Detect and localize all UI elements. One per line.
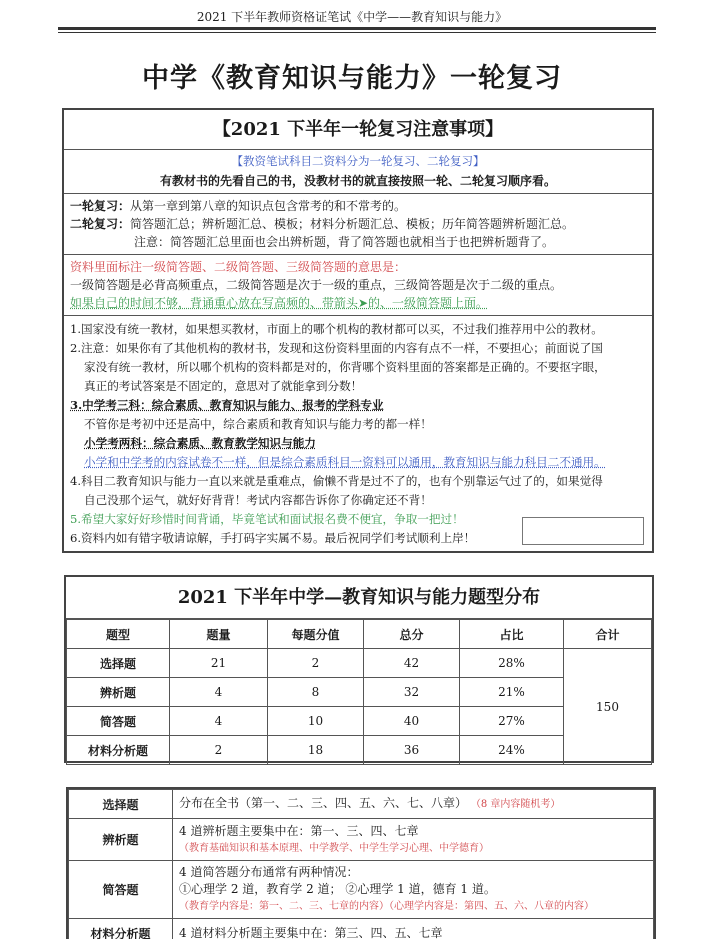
notice-subtitle: 【教资笔试科目二资料分为一轮复习、二轮复习】 [231,154,485,168]
topic-box [66,787,656,939]
round2-note: 注意：简答题汇总里面也会出辨析题，背了简答题也就相当于也把辨析题背了。 [134,235,555,249]
choice-note: （8 章内容随机考） [470,799,561,810]
table-row [69,790,654,819]
topic-content [173,819,654,861]
topic-label: 简答题 [69,861,173,919]
row-percent: 27% [460,707,564,736]
row-total: 36 [364,736,460,765]
note-item-2 [70,339,646,396]
round2-label: 二轮复习： [70,217,131,231]
note-item-4 [70,472,646,510]
header-rule-thick [58,27,656,30]
row-percent: 24% [460,736,564,765]
notice-subtitle-2: 有教材书的先看自己的书，没教材书的就直接按照一轮、二轮复习顺序看。 [159,174,556,188]
grand-total: 150 [564,649,652,765]
note-item-3-line-3: 小学考两科：综合素质、教育教学知识与能力 [84,436,316,450]
note-item-2-line-2: 家没有统一教材，所以哪个机构的资料都是对的，你背哪个资料里面的答案都是正确的。不要抠字眼， [84,360,606,374]
page-title: 中学《教育知识与能力》一轮复习 [142,63,562,94]
distribution-title: 2021 下半年中学—教育知识与能力题型分布 [66,577,652,619]
material-text: 4 道材料分析题主要集中在：第三、四、五、七章 [179,926,443,939]
table-row [69,919,654,939]
stamp-box [522,517,644,545]
note-item-2-line-1: 2.注意：如果你有了其他机构的教材书，发现和这份资料里面的内容有点不一样，不要担心；前面说了国 [70,341,603,355]
table-row [69,819,654,861]
note-item-4-line-2: 自己没那个运气，就好好背背！考试内容都告诉你了你确定还不背！ [84,493,432,507]
row-count: 4 [170,707,268,736]
notice-box [62,108,654,553]
analysis-note: （教育基础知识和基本原理、中学教学、中学生学习心理、中学德育） [179,842,489,854]
short-text-2: ①心理学 2 道，教育学 2 道； ②心理学 1 道，德育 1 道。 [179,882,496,896]
notice-title: 【2021 下半年一轮复习注意事项】 [64,110,652,150]
header-cell: 题型 [67,620,170,649]
table-row [67,649,652,678]
row-score-each: 2 [268,649,364,678]
row-type: 材料分析题 [67,736,170,765]
note-item-3 [70,396,646,472]
row-percent: 28% [460,649,564,678]
choice-text: 分布在全书（第一、二、三、四、五、六、七、八章） [179,796,468,810]
note-item-3-line-4: 小学和中学考的内容试卷不一样，但是综合素质科目一资料可以通用，教育知识与能力科目二不通用。 [84,455,606,469]
page-header: 2021 下半年教师资格证笔试《中学——教育知识与能力》 [196,10,508,24]
round2-text: 简答题汇总；辨析题汇总、模板；材料分析题汇总、模板；历年简答题辨析题汇总。 [130,217,575,231]
header-cell: 每题分值 [268,620,364,649]
level-green-note: 如果自己的时间不够，背诵重心放在写高频的、带箭头➤的、一级简答题上面。 [70,296,489,310]
row-total: 32 [364,678,460,707]
level-section [64,254,652,315]
note-item-5: 5.希望大家好好珍惜时间背诵，毕竟笔试和面试报名费不便宜，争取一把过！ [70,512,464,526]
topic-table [68,789,654,939]
table-header-row [67,620,652,649]
note-item-3-line-1: 3.中学考三科：综合素质、教育知识与能力、报考的学科专业 [70,398,384,412]
row-count: 21 [170,649,268,678]
note-item-3-line-2: 不管你是考初中还是高中，综合素质和教育知识与能力考的都一样！ [84,417,432,431]
level-title: 资料里面标注一级简答题、二级简答题、三级简答题的意思是： [70,260,407,274]
topic-content [173,861,654,919]
round1-label: 一轮复习： [70,199,131,213]
row-score-each: 8 [268,678,364,707]
header-rule-thin [58,32,656,33]
review-rounds-section [64,193,652,254]
short-text-1: 4 道简答题分布通常有两种情况： [179,865,359,879]
note-item-4-line-1: 4.科目二教育知识与能力一直以来就是重难点，偷懒不背是过不了的，也有个别靠运气过了的，如果觉得 [70,474,603,488]
analysis-text: 4 道辨析题主要集中在：第一、三、四、七章 [179,823,419,838]
row-score-each: 18 [268,736,364,765]
topic-label: 辨析题 [69,819,173,861]
note-item-1: 1.国家没有统一教材，如果想买教材，市面上的哪个机构的教材都可以买，不过我们推荐用中公的教材。 [70,322,603,336]
row-count: 4 [170,678,268,707]
row-total: 42 [364,649,460,678]
topic-content [173,790,654,819]
row-total: 40 [364,707,460,736]
row-type: 简答题 [67,707,170,736]
header-cell: 总分 [364,620,460,649]
level-text: 一级简答题是必背高频重点，二级简答题是次于一级的重点，三级简答题是次于二级的重点。 [70,278,563,292]
table-row [69,861,654,919]
row-percent: 21% [460,678,564,707]
row-type: 选择题 [67,649,170,678]
round1-text: 从第一章到第八章的知识点包含常考的和不常考的。 [130,199,407,213]
row-type: 辨析题 [67,678,170,707]
distribution-table [66,619,652,765]
row-score-each: 10 [268,707,364,736]
note-item-6: 6.资料内如有错字敬请谅解，手打码字实属不易。最后祝同学们考试顺利上岸！ [70,531,476,545]
header-cell: 占比 [460,620,564,649]
header-cell: 合计 [564,620,652,649]
short-note: （教育学内容是：第一、二、三、七章的内容）（心理学内容是：第四、五、六、八章的内容） [179,901,594,912]
topic-label: 材料分析题 [69,919,173,939]
topic-label: 选择题 [69,790,173,819]
round1-line [70,197,646,215]
distribution-box [64,575,654,763]
note-item-2-line-3: 真正的考试答案是不固定的，意思对了就能拿到分数！ [84,379,363,393]
row-count: 2 [170,736,268,765]
header-cell: 题量 [170,620,268,649]
topic-content [173,919,654,939]
round2-line [70,215,646,233]
